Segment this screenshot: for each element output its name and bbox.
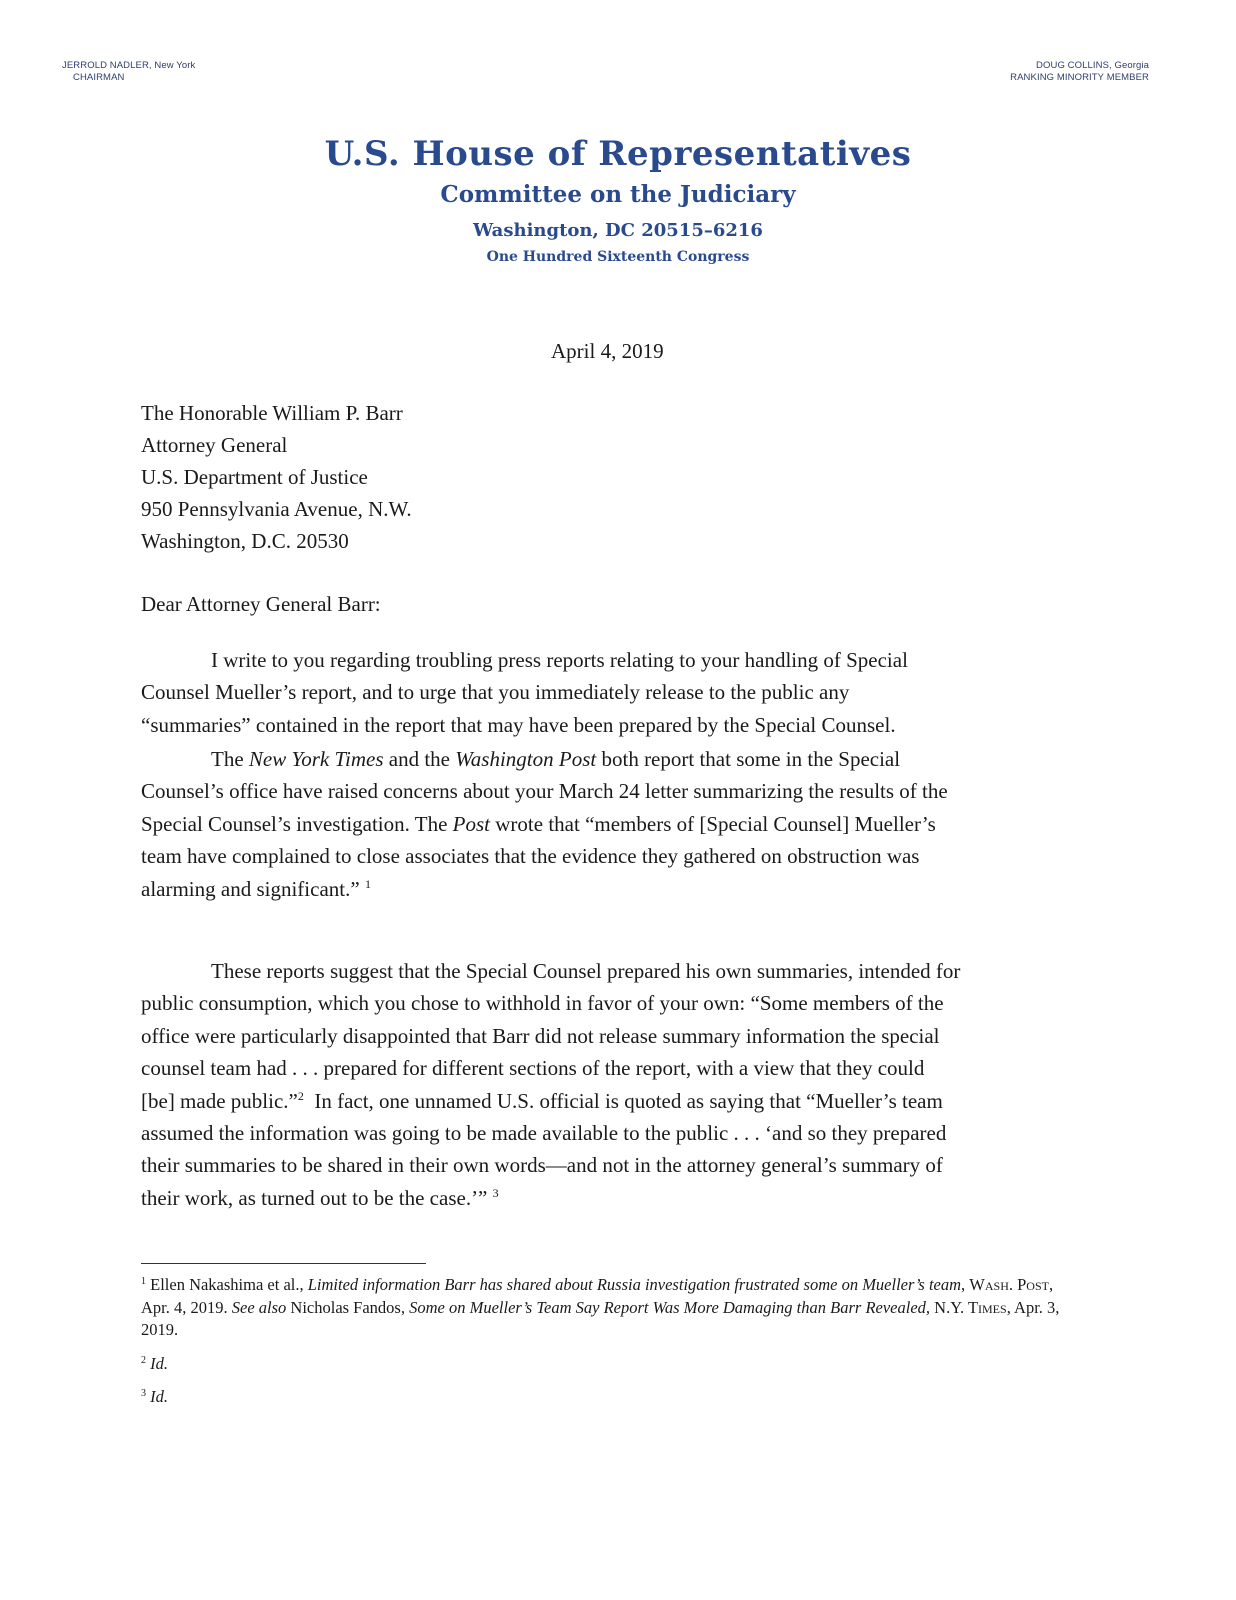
text-line: their work, as turned out to be the case.’” $^3$ [141,1185,499,1210]
text-line: alarming and significant.” $^1$ [141,876,371,901]
footnotes [141,1274,1061,1420]
address-line: The Honorable William P. Barr [141,401,403,425]
recipient-address [141,397,412,557]
text-line: team have complained to close associates that the evidence they gathered on obstruction was [141,844,920,869]
text-line: public consumption, which you chose to withhold in favor of your own: “Some members of the [141,991,944,1016]
text-line: “summaries” contained in the report that may have been prepared by the Special Counsel. [141,712,896,737]
ranking-member-block [1010,60,1149,84]
address-line: Attorney General [141,433,288,457]
text-line: The New York Times and the Washington Post both report that some in the Special [211,747,901,771]
footnote-1: $^1$ Ellen Nakashima et al., Limited information Barr has shared about Russia investigation frustrated some on Mueller’s team, Wash. Post, Apr. 4, 2019. See also Nicholas Fandos, Some on Mueller’s Team Say Report Was More Damaging than Barr Revealed, N.Y. Times, Apr. 3, 2019. [141,1275,1060,1339]
text-line: These reports suggest that the Special Counsel prepared his own summaries, intended for [211,959,961,983]
letterhead-address: Washington, DC 20515–6216 [473,220,763,241]
publication-wapo: Washington Post [455,747,597,771]
letter-date: April 4, 2019 [551,339,664,363]
chairman-role: CHAIRMAN [73,72,125,83]
text-line: assumed the information was going to be made available to the public . . . ‘and so they prepared [141,1121,947,1146]
footnote-ref-1[interactable]: 1 [364,876,371,891]
chairman-block [62,60,195,84]
footnote-divider [141,1263,426,1264]
address-line: Washington, D.C. 20530 [141,529,349,553]
text-line: their summaries to be shared in their own words—and not in the attorney general’s summary of [141,1153,943,1178]
text-line: counsel team had . . . prepared for different sections of the report, with a view that they could [141,1056,925,1081]
paragraph-2 [141,743,1081,905]
letterhead-congress: One Hundred Sixteenth Congress [486,249,750,265]
letterhead-house: U.S. House of Representatives [324,134,912,174]
footnote-ref-3[interactable]: 3 [492,1185,499,1200]
paragraph-3 [141,955,1081,1214]
ranking-member-role: RANKING MINORITY MEMBER [1010,72,1149,83]
text-line: Counsel Mueller’s report, and to urge that you immediately release to the public any [141,680,850,705]
paragraph-1 [141,644,1081,741]
letterhead-committee: Committee on the Judiciary [440,181,796,208]
address-line: 950 Pennsylvania Avenue, N.W. [141,497,412,521]
publication-nyt: New York Times [248,747,384,771]
ranking-member-name: DOUG COLLINS, Georgia [1036,60,1149,71]
chairman-name: JERROLD NADLER, New York [62,60,196,71]
address-line: U.S. Department of Justice [141,465,368,489]
footnote-2: $^2$ Id. [141,1353,168,1373]
text-line: I write to you regarding troubling press reports relating to your handling of Special [211,648,908,672]
text-line: Special Counsel’s investigation. The Post wrote that “members of [Special Counsel] Mueller’s [141,811,936,836]
text-line: office were particularly disappointed that Barr did not release summary information the special [141,1023,940,1048]
salutation: Dear Attorney General Barr: [141,592,381,616]
text-line: Counsel’s office have raised concerns about your March 24 letter summarizing the results of the [141,779,948,804]
letterhead [0,130,1236,268]
text-line: [be] made public.”$^2$ In fact, one unnamed U.S. official is quoted as saying that “Mueller’s team [141,1088,943,1113]
footnote-3: $^3$ Id. [141,1387,168,1406]
footnote-ref-2[interactable]: 2 [297,1088,304,1103]
